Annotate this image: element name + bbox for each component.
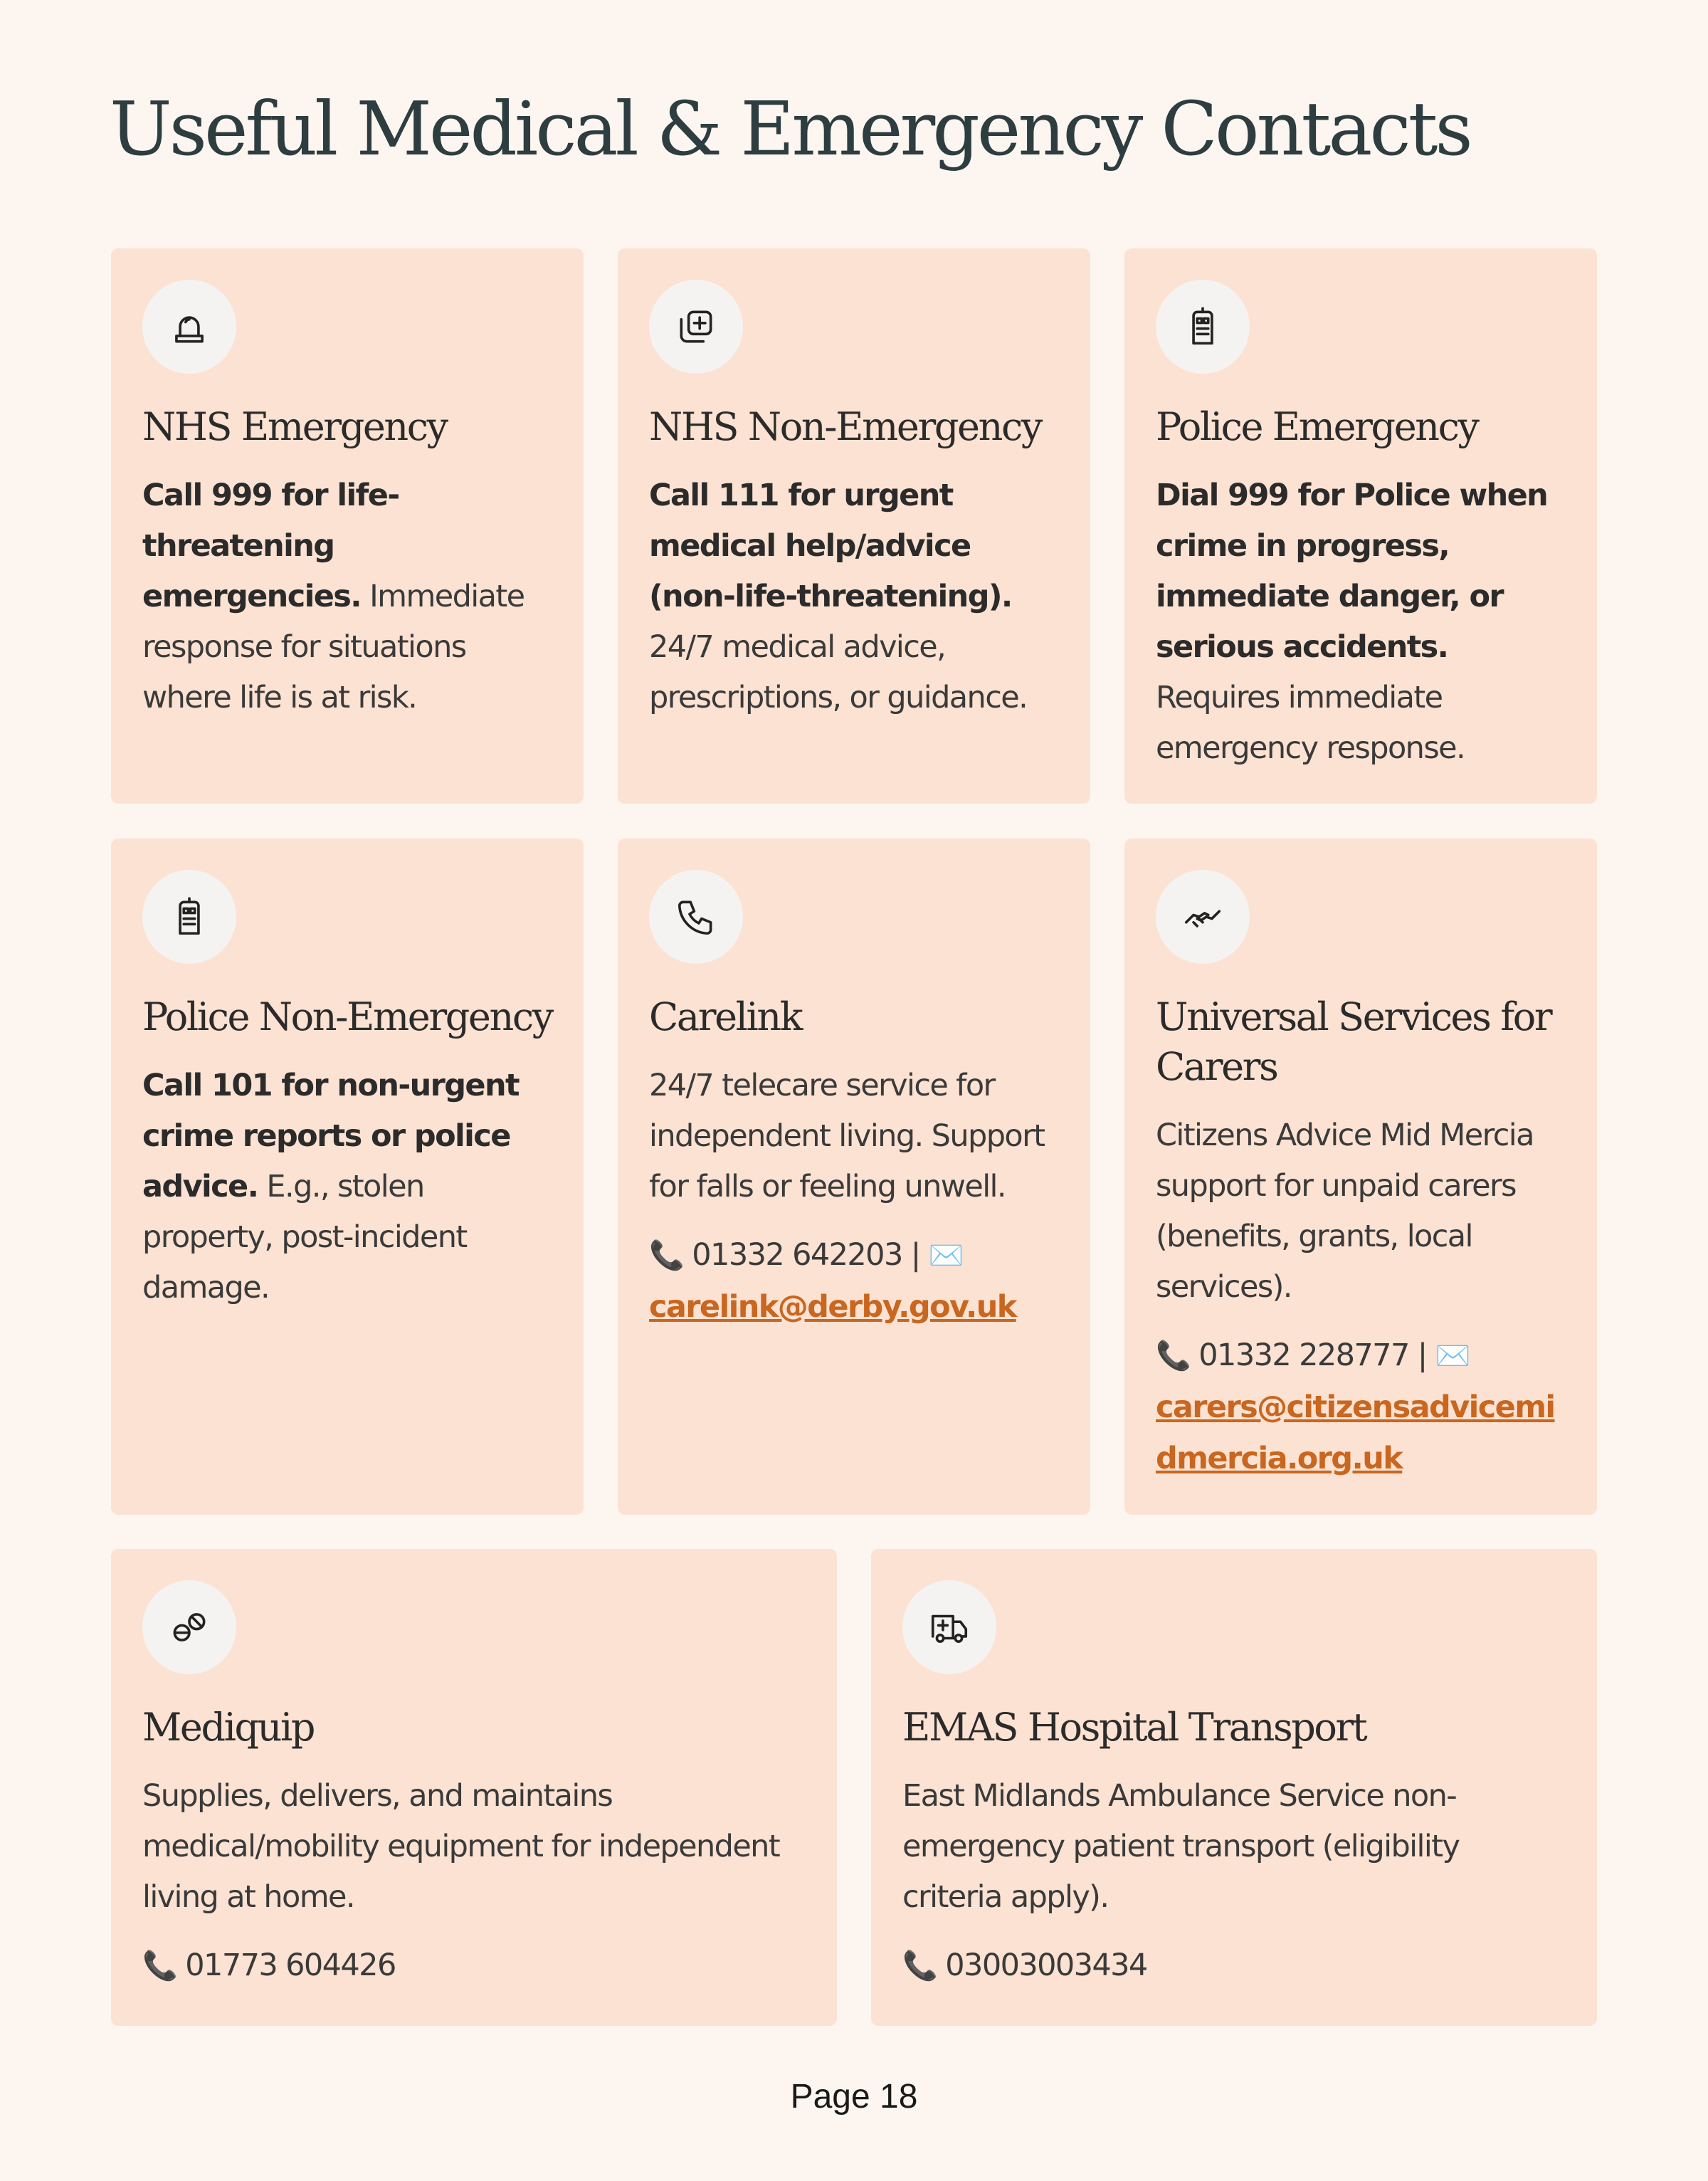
card-carelink [618, 839, 1090, 1515]
email-link[interactable]: carelink@derby.gov.uk [649, 1289, 1016, 1325]
card-description: 24/7 telecare service for independent living. Support for falls or feeling unwell. [649, 1068, 1045, 1204]
police-box-icon [1156, 280, 1250, 374]
card-title: Carelink [649, 994, 802, 1039]
card-title: EMAS Hospital Transport [902, 1705, 1366, 1750]
card-description: Call 999 for life-threatening emergencies. Immediate response for situations where life is at risk. [142, 478, 524, 715]
card-police-emergency [1124, 248, 1597, 804]
card-title: Universal Services for Carers [1156, 994, 1551, 1089]
siren-icon [142, 280, 236, 374]
mail-icon: ✉️ [928, 1239, 963, 1272]
card-title: NHS Emergency [142, 404, 447, 449]
card-mediquip [111, 1549, 837, 2026]
phone-number: 03003003434 [945, 1948, 1147, 1983]
card-title: NHS Non-Emergency [649, 404, 1041, 449]
card-description: Call 101 for non-urgent crime reports or police advice. E.g., stolen property, post-incident damage. [142, 1068, 519, 1305]
phone-icon: 📞 [649, 1239, 684, 1272]
separator: | [1417, 1337, 1427, 1373]
phone-number: 01332 228777 [1198, 1337, 1409, 1373]
card-nhs-non-emergency [618, 248, 1090, 804]
phone-icon: 📞 [1156, 1340, 1191, 1372]
email-link[interactable]: carers@citizensadvicemidmercia.org.uk [1156, 1389, 1555, 1476]
police-box-icon [142, 870, 236, 964]
pills-icon [142, 1580, 236, 1674]
card-nhs-emergency [111, 248, 584, 804]
page-title: Useful Medical & Emergency Contacts [110, 85, 1470, 172]
phone-icon: 📞 [902, 1950, 937, 1982]
contact-line [649, 1229, 1059, 1333]
ambulance-icon [902, 1580, 996, 1674]
medical-cross-icon [649, 280, 743, 374]
card-universal-services-for-carers [1124, 839, 1597, 1515]
card-emas-hospital-transport [871, 1549, 1597, 2026]
mail-icon: ✉️ [1435, 1340, 1470, 1372]
separator: | [910, 1237, 920, 1273]
card-description: Supplies, delivers, and maintains medical/mobility equipment for independent living at home. [142, 1778, 780, 1915]
card-police-non-emergency [111, 839, 584, 1515]
card-description: Citizens Advice Mid Mercia support for unpaid carers (benefits, grants, local services). [1156, 1118, 1534, 1305]
helping-hands-icon [1156, 870, 1250, 964]
card-description: East Midlands Ambulance Service non-emergency patient transport (eligibility criteria apply). [902, 1778, 1460, 1915]
card-description: Call 111 for urgent medical help/advice (non-life-threatening). 24/7 medical advice, prescriptions, or guidance. [649, 478, 1028, 715]
card-title: Mediquip [142, 1705, 315, 1750]
card-title: Police Emergency [1156, 404, 1478, 449]
contact-line [1156, 1330, 1566, 1484]
phone-number: 01332 642203 [692, 1237, 902, 1273]
contact-line [902, 1940, 1566, 1992]
card-description: Dial 999 for Police when crime in progress, immediate danger, or serious accidents. Requires immediate emergency response. [1156, 478, 1548, 766]
phone-number: 01773 604426 [185, 1948, 396, 1983]
phone-icon [649, 870, 743, 964]
phone-icon: 📞 [142, 1950, 177, 1982]
card-title: Police Non-Emergency [142, 994, 552, 1039]
page-number: Page 18 [790, 2078, 918, 2116]
contact-line [142, 1940, 806, 1992]
